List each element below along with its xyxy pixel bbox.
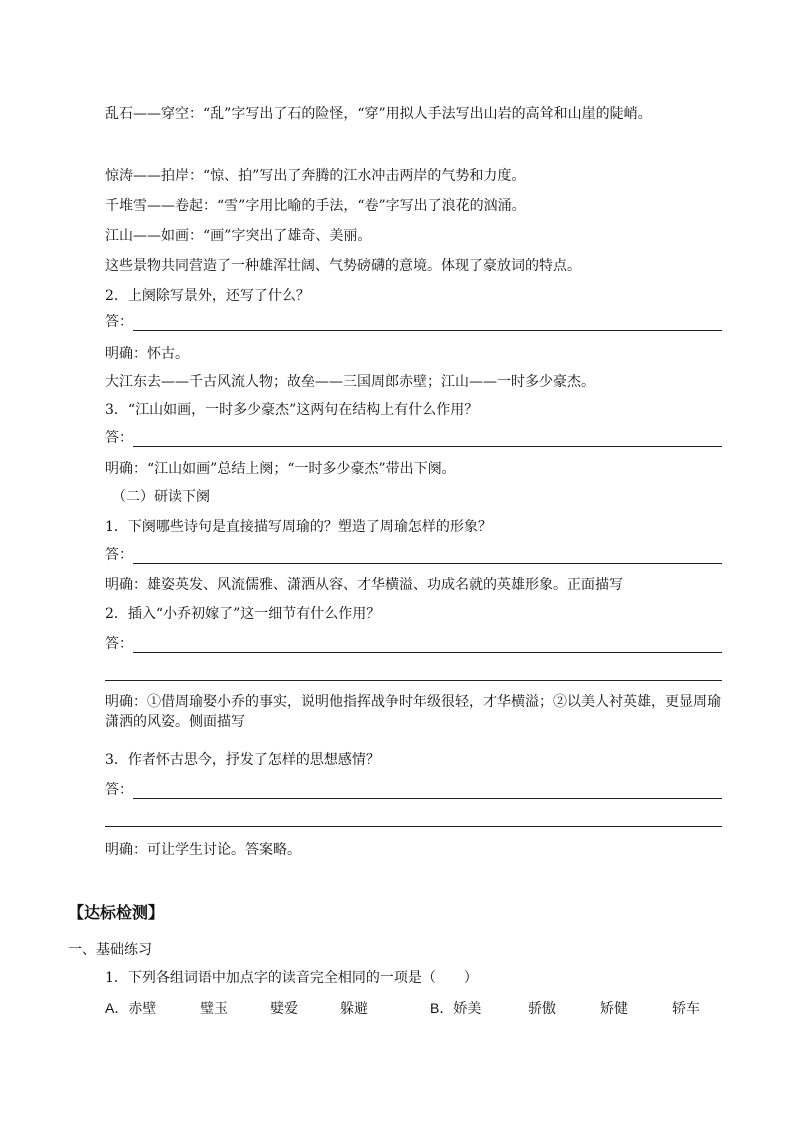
answer-label: 答： [105, 547, 133, 563]
answer-label: 答： [105, 782, 133, 798]
answer-field[interactable] [105, 545, 722, 565]
answer-text: 明确：可让学生讨论。答案略。 [105, 842, 301, 858]
option-a-word: 躲避 [340, 1000, 368, 1016]
answer-field[interactable] [105, 634, 722, 654]
paragraph: 惊涛——拍岸：“惊、拍”写出了奔腾的江水冲击两岸的气势和力度。 [105, 168, 526, 184]
answer-rule [133, 798, 722, 799]
answer-rule [133, 563, 722, 564]
answer-field[interactable] [105, 780, 722, 800]
answer-text: 明确：怀古。 [105, 346, 189, 362]
question: 3．“江山如画，一时多少豪杰”这两句在结构上有什么作用？ [105, 402, 479, 418]
answer-rule [133, 652, 722, 653]
option-a[interactable]: A．赤壁 [105, 1000, 157, 1016]
answer-rule [133, 330, 722, 331]
paragraph: 这些景物共同营造了一种雄浑壮阔、气势磅礴的意境。体现了豪放词的特点。 [105, 258, 581, 274]
question: 1．下列各组词语中加点字的读音完全相同的一项是（ ） [105, 970, 478, 986]
option-b[interactable]: B．娇美 [430, 1000, 482, 1016]
option-b-word: 骄傲 [528, 1000, 556, 1016]
answer-text: 明确：“江山如画”总结上阕；“一时多少豪杰”带出下阕。 [105, 461, 456, 477]
answer-text: 大江东去——千古风流人物；故垒——三国周郎赤壁；江山——一时多少豪杰。 [105, 374, 595, 390]
question: 2．上阕除写景外，还写了什么？ [105, 288, 310, 304]
option-b-word: 轿车 [672, 1000, 700, 1016]
question: 2．插入“小乔初嫁了”这一细节有什么作用？ [105, 606, 381, 622]
answer-extra-rule[interactable] [105, 680, 722, 681]
answer-label: 答： [105, 636, 133, 652]
answer-text: 明确：①借周瑜娶小乔的事实，说明他指挥战争时年级很轻，才华横溢；②以美人衬英雄，更显周瑜潇洒的风姿。侧面描写 [105, 694, 721, 730]
answer-text: 明确：雄姿英发、风流儒雅、潇洒从容、才华横溢、功成名就的英雄形象。正面描写 [105, 577, 623, 593]
question: 3．作者怀古思今，抒发了怎样的思想感情？ [105, 752, 380, 768]
answer-field[interactable] [105, 428, 722, 448]
answer-extra-rule[interactable] [105, 826, 722, 827]
section-heading: （二）研读下阕 [112, 489, 210, 505]
paragraph: 千堆雪——卷起：“雪”字用比喻的手法，“卷”字写出了浪花的汹涌。 [105, 198, 526, 214]
question: 1．下阕哪些诗句是直接描写周瑜的？塑造了周瑜怎样的形象？ [105, 519, 492, 535]
answer-field[interactable] [105, 312, 722, 332]
option-b-word: 矫健 [600, 1000, 628, 1016]
option-a-word: 璧玉 [200, 1000, 228, 1016]
section-title: 【达标检测】 [68, 903, 165, 922]
option-a-word: 嬖爱 [270, 1000, 298, 1016]
answer-rule [133, 446, 722, 447]
answer-label: 答： [105, 314, 133, 330]
paragraph: 江山——如画：“画”字突出了雄奇、美丽。 [105, 228, 372, 244]
part-title: 一、基础练习 [68, 942, 152, 958]
paragraph: 乱石——穿空：“乱”字写出了石的险怪，“穿”用拟人手法写出山岩的高耸和山崖的陡峭。 [105, 106, 652, 122]
answer-label: 答： [105, 430, 133, 446]
